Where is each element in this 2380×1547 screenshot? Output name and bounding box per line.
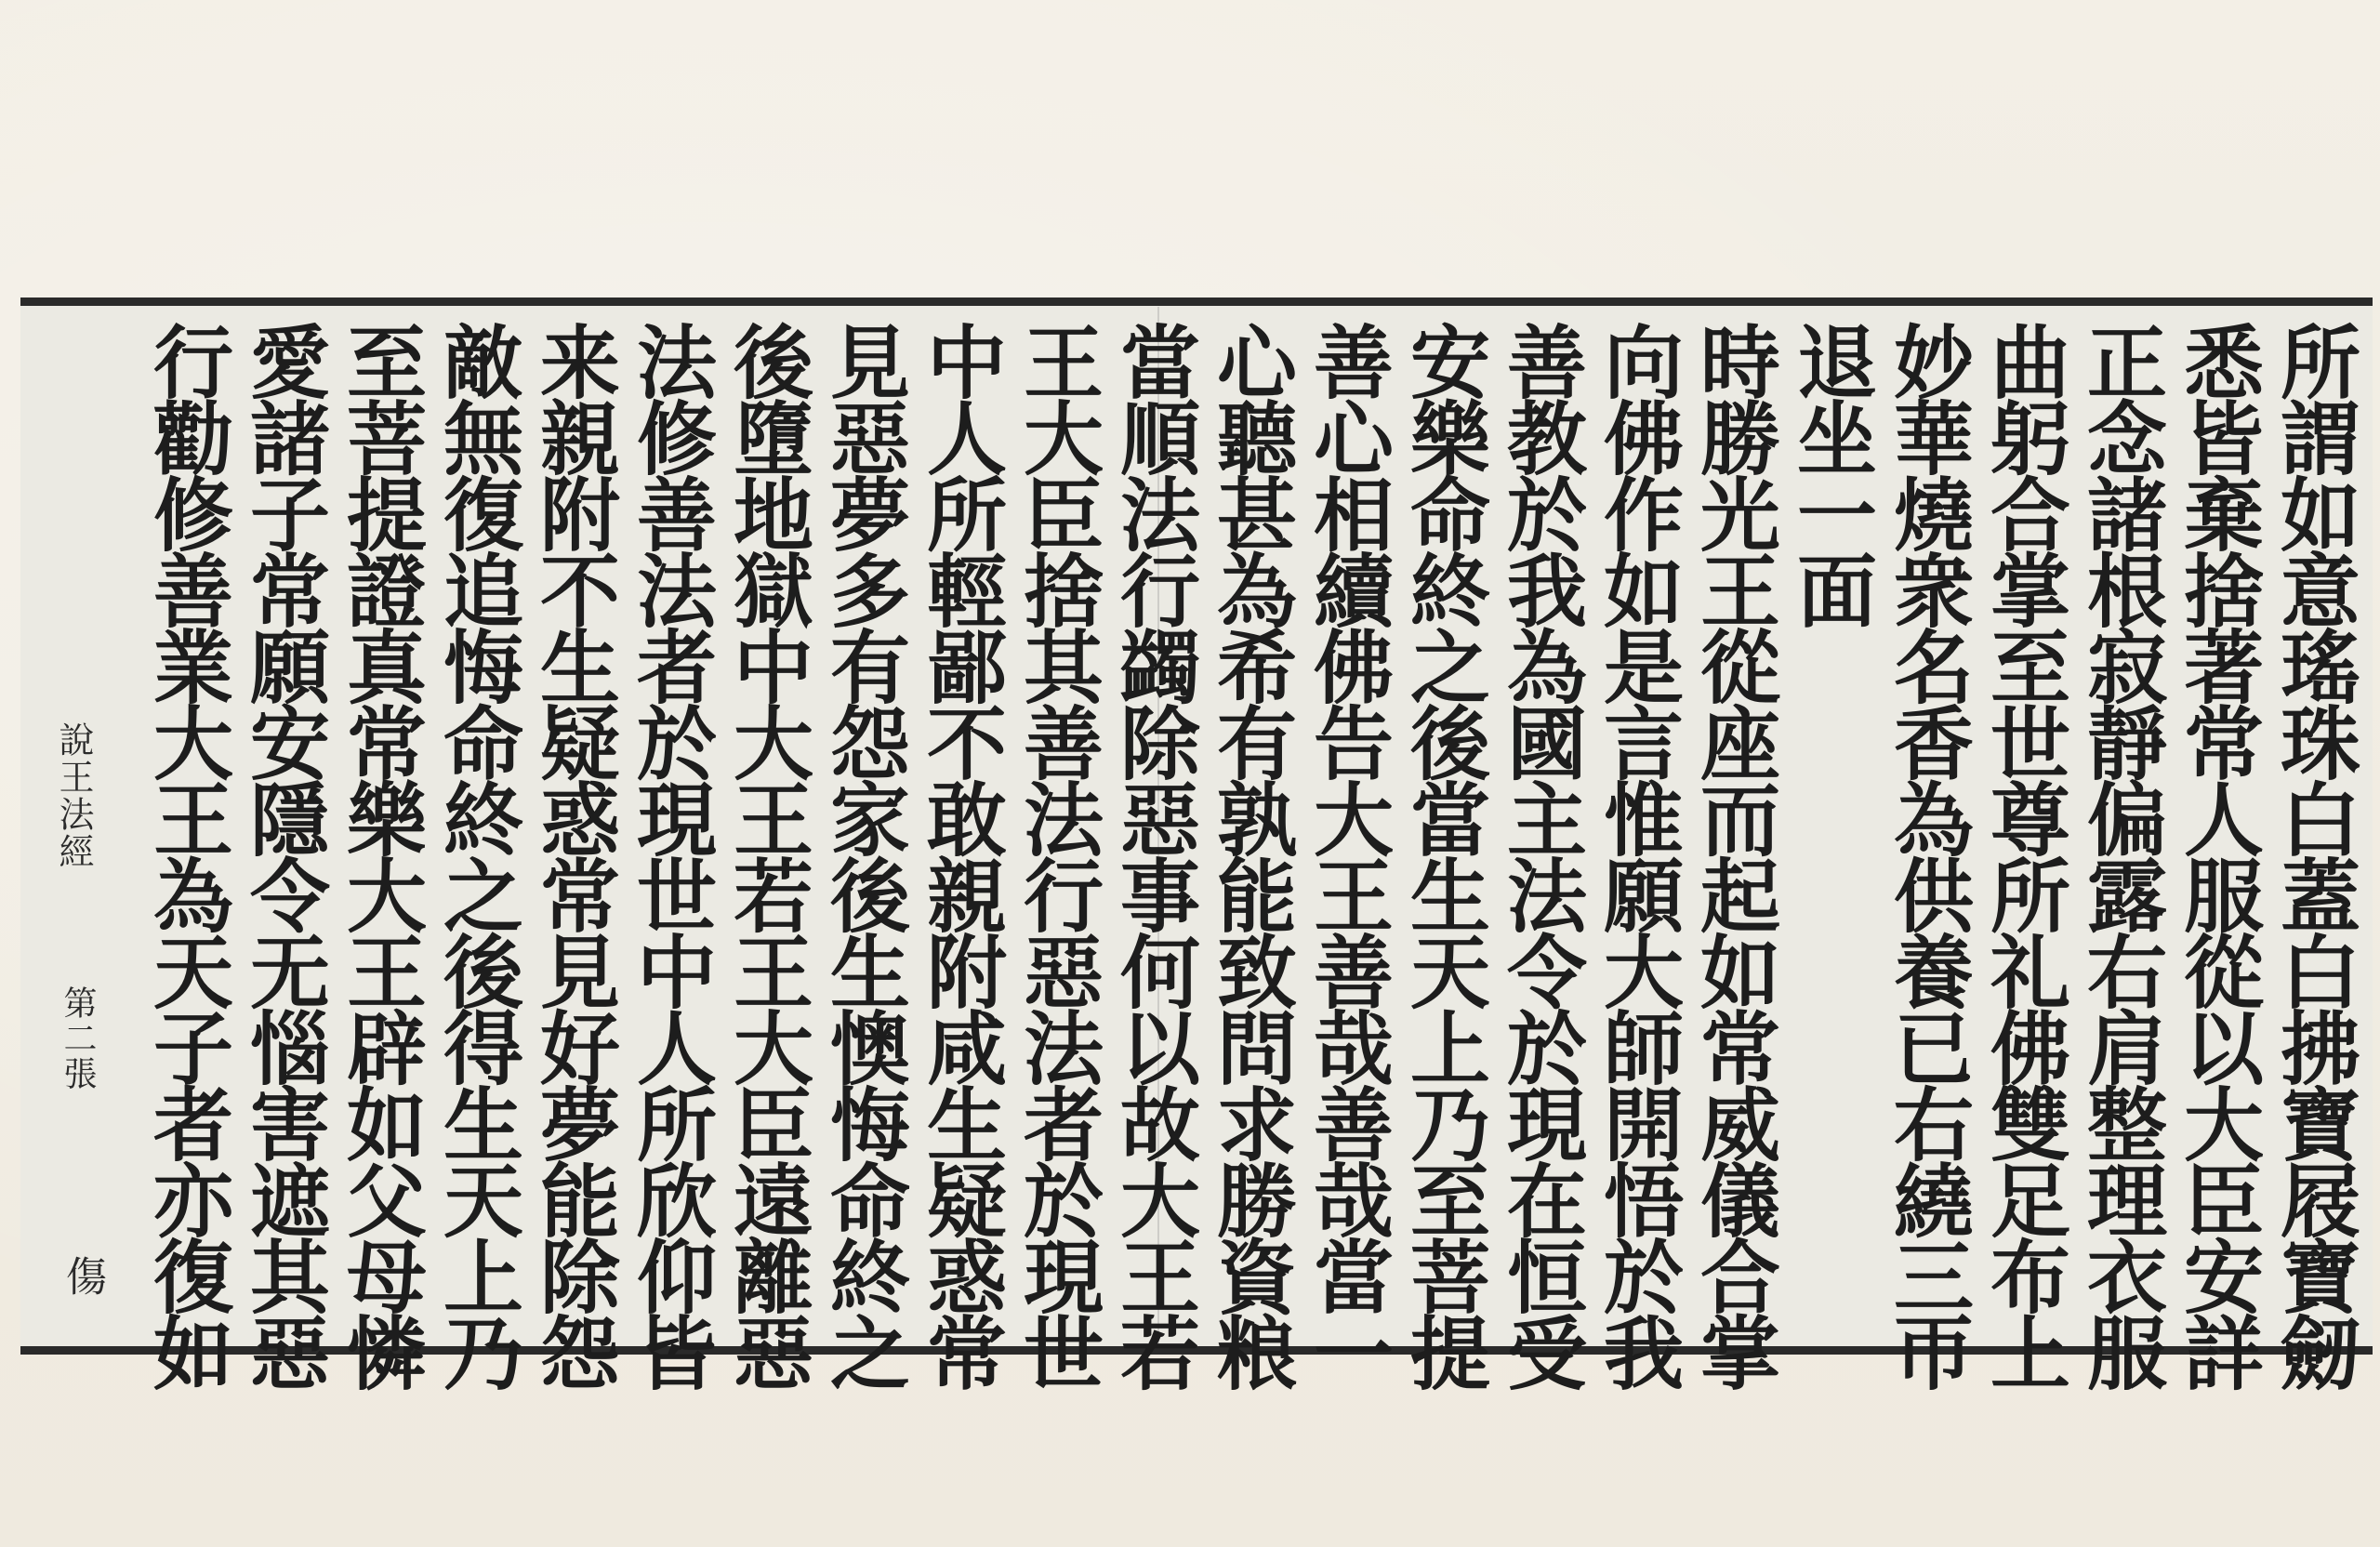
text-column-4: 曲躬合掌至世尊所礼佛雙足布上: [1977, 321, 2070, 1388]
text-column-19: 来親附不生疑惑常見好夢能除怨: [526, 321, 620, 1388]
text-column-12: 心聽甚為希有孰能致問求勝資粮: [1203, 321, 1297, 1388]
margin-carver-mark: 傷: [59, 1255, 106, 1296]
text-column-13: 當順法行蠲除惡事何以故大王若: [1106, 321, 1200, 1388]
text-column-1: 所謂如意瑤珠白蓋白拂寶屐寶劒: [2267, 321, 2360, 1388]
text-column-16: 見惡夢多有怨家後生懊悔命終之: [816, 321, 910, 1388]
text-column-5: 妙華燒衆名香為供養已右繞三帀: [1880, 321, 1974, 1388]
text-column-21: 至菩提證真常樂大王辟如父母憐: [333, 321, 427, 1388]
text-column-7: 時勝光王從座而起如常威儀合掌: [1686, 321, 1780, 1388]
text-column-23: 行勸修善業大王為天子者亦復如: [139, 321, 233, 1388]
text-column-9: 善教於我為國主法令於現在恒受: [1493, 321, 1587, 1388]
text-column-14: 王大臣捨其善法行惡法者於現世: [1010, 321, 1104, 1388]
text-column-11: 善心相續佛告大王善哉善哉當一: [1300, 321, 1394, 1388]
text-column-8: 向佛作如是言惟願大師開悟於我: [1590, 321, 1684, 1388]
text-column-17: 後墮地獄中大王若王大臣遠離惡: [720, 321, 813, 1388]
top-border-rule: [20, 298, 2373, 306]
text-column-10: 安樂命終之後當生天上乃至菩提: [1396, 321, 1490, 1388]
text-column-15: 中人所輕鄙不敢親附咸生疑惑常: [913, 321, 1007, 1388]
text-column-6: 退坐一面: [1783, 321, 1877, 626]
text-column-20: 敵無復追悔命終之後得生天上乃: [430, 321, 523, 1388]
margin-page-number: 第二張: [59, 985, 97, 1091]
text-column-18: 法修善法者於現世中人所欣仰皆: [623, 321, 717, 1388]
text-column-22: 愛諸子常願安隱令无惱害遮其惡: [236, 321, 330, 1388]
margin-sutra-title: 說王法經: [53, 721, 94, 870]
text-column-3: 正念諸根寂靜偏露右肩整理衣服: [2073, 321, 2167, 1388]
text-column-2: 悉皆棄捨著常人服從以大臣安詳: [2170, 321, 2264, 1388]
